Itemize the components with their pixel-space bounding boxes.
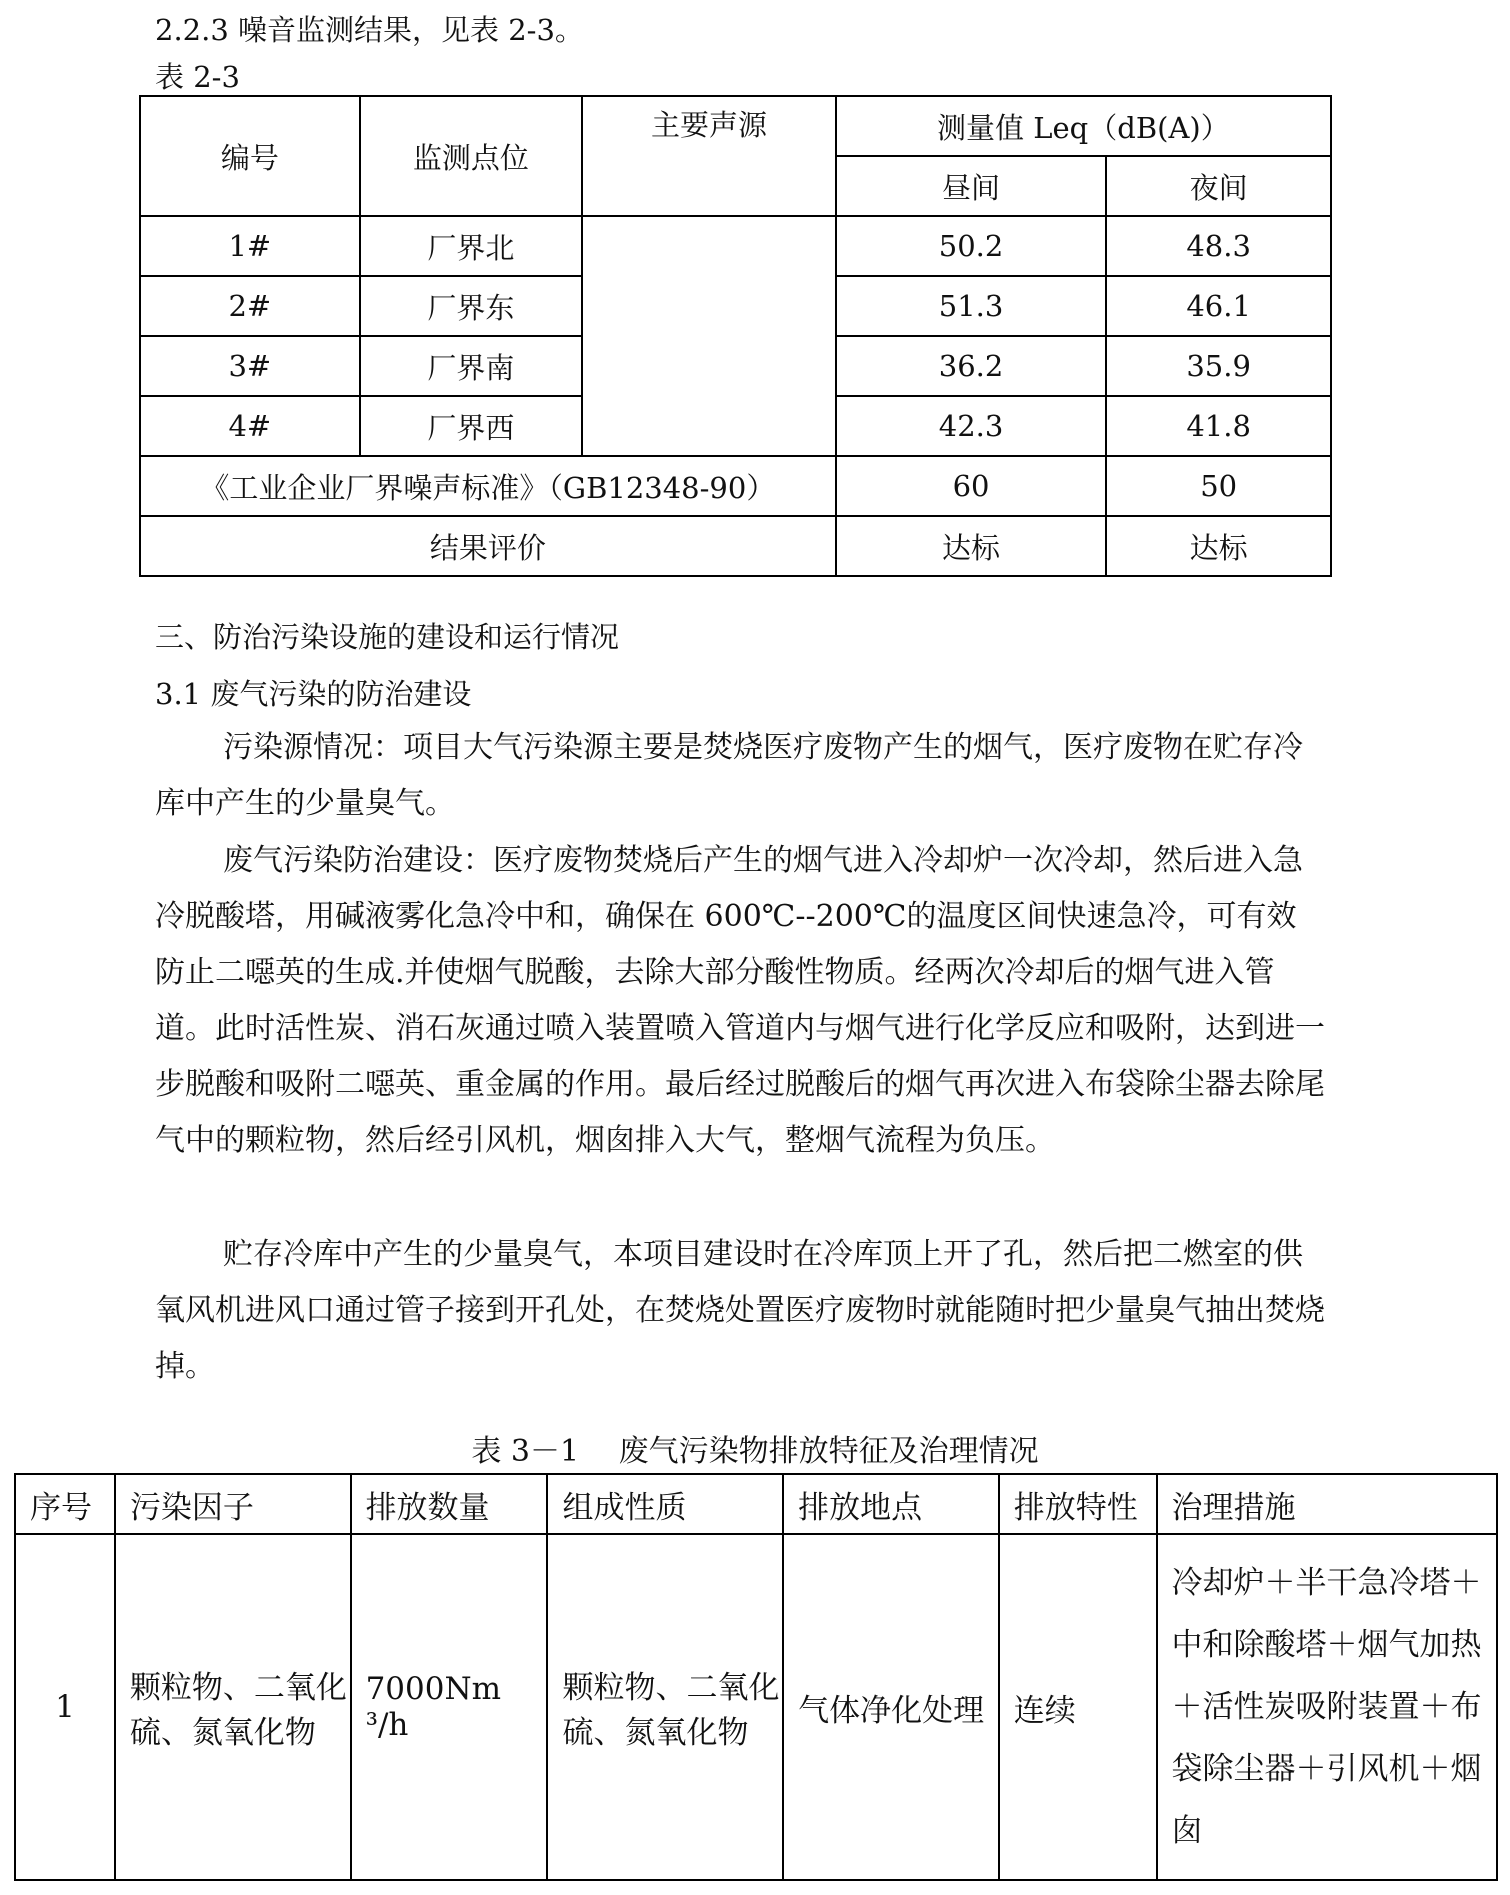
- row-night: 41.8: [1106, 396, 1331, 456]
- header-id: 编号: [140, 96, 360, 216]
- row-location: 气体净化处理: [783, 1534, 999, 1880]
- table-row: [15, 1534, 1497, 1880]
- evaluation-night: 达标: [1106, 516, 1331, 576]
- row-nature: 颗粒物、二氧化硫、氮氧化物: [547, 1534, 783, 1880]
- paragraph-pollution-source: [155, 720, 1325, 832]
- standard-night: 50: [1106, 456, 1331, 516]
- paragraph-text: 废气污染防治建设：医疗废物焚烧后产生的烟气进入冷却炉一次冷却，然后进入急冷脱酸塔，用碱液雾化急冷中和，确保在 600℃--200℃的温度区间快速急冷，可有效防止二噁英的生成.并使烟气脱酸，去除大部分酸性物质。经两次冷却后的烟气进入管道。此时活性炭、消石灰通过喷入装置喷入管道内与烟气进行化学反应和吸附，达到进一步脱酸和吸附二噁英、重金属的作用。最后经过脱酸后的烟气再次进入布袋除尘器去除尾气中的颗粒物，然后经引风机，烟囱排入大气，整烟气流程为负压。: [155, 843, 1325, 1158]
- row-night: 35.9: [1106, 336, 1331, 396]
- row-feature: 连续: [999, 1534, 1157, 1880]
- header-amount: 排放数量: [351, 1474, 548, 1534]
- source-cell: [582, 216, 836, 456]
- section-heading-3: 三、防治污染设施的建设和运行情况: [155, 620, 620, 654]
- row-location: 厂界东: [360, 276, 583, 336]
- paragraph-gas-treatment: [155, 833, 1325, 1169]
- row-location: 厂界西: [360, 396, 583, 456]
- row-no: 1: [15, 1534, 115, 1880]
- row-amount: 7000Nm ³/h: [351, 1534, 548, 1880]
- row-location: 厂界北: [360, 216, 583, 276]
- row-day: 36.2: [836, 336, 1107, 396]
- header-day: 昼间: [836, 156, 1107, 216]
- section-223-text: 2.2.3 噪音监测结果，见表 2-3。: [155, 13, 584, 47]
- row-id: 4#: [140, 396, 360, 456]
- noise-table: [139, 95, 1332, 577]
- table-row: [140, 216, 1331, 276]
- evaluation-row: [140, 516, 1331, 576]
- row-id: 1#: [140, 216, 360, 276]
- table-label: 表 2-3: [155, 60, 240, 94]
- header-measure: 测量值 Leq（dB(A)）: [836, 96, 1331, 156]
- row-night: 46.1: [1106, 276, 1331, 336]
- header-measures: 治理措施: [1157, 1474, 1497, 1534]
- header-location: 监测点位: [360, 96, 583, 216]
- row-factor: 颗粒物、二氧化硫、氮氧化物: [115, 1534, 351, 1880]
- header-no: 序号: [15, 1474, 115, 1534]
- row-night: 48.3: [1106, 216, 1331, 276]
- row-id: 2#: [140, 276, 360, 336]
- row-location: 厂界南: [360, 336, 583, 396]
- standard-day: 60: [836, 456, 1107, 516]
- header-location: 排放地点: [783, 1474, 999, 1534]
- header-nature: 组成性质: [547, 1474, 783, 1534]
- standard-label: 《工业企业厂界噪声标准》（GB12348-90）: [140, 456, 836, 516]
- header-source: 主要声源: [582, 96, 836, 216]
- evaluation-label: 结果评价: [140, 516, 836, 576]
- gas-table-caption: 表 3－1 废气污染物排放特征及治理情况: [471, 1434, 1039, 1469]
- header-factor: 污染因子: [115, 1474, 351, 1534]
- row-id: 3#: [140, 336, 360, 396]
- section-heading-31: 3.1 废气污染的防治建设: [155, 677, 472, 711]
- paragraph-text: 贮存冷库中产生的少量臭气，本项目建设时在冷库顶上开了孔，然后把二燃室的供氧风机进风口通过管子接到开孔处，在焚烧处置医疗废物时就能随时把少量臭气抽出焚烧掉。: [155, 1237, 1325, 1384]
- standard-row: [140, 456, 1331, 516]
- row-day: 51.3: [836, 276, 1107, 336]
- row-day: 42.3: [836, 396, 1107, 456]
- evaluation-day: 达标: [836, 516, 1107, 576]
- row-day: 50.2: [836, 216, 1107, 276]
- gas-emission-table: [14, 1473, 1498, 1881]
- paragraph-text: 污染源情况：项目大气污染源主要是焚烧医疗废物产生的烟气，医疗废物在贮存冷库中产生的少量臭气。: [155, 730, 1303, 821]
- row-measures: 冷却炉＋半干急冷塔＋中和除酸塔＋烟气加热＋活性炭吸附装置＋布袋除尘器＋引风机＋烟囱: [1157, 1534, 1497, 1880]
- header-feature: 排放特性: [999, 1474, 1157, 1534]
- header-night: 夜间: [1106, 156, 1331, 216]
- paragraph-odor-treatment: [155, 1227, 1325, 1395]
